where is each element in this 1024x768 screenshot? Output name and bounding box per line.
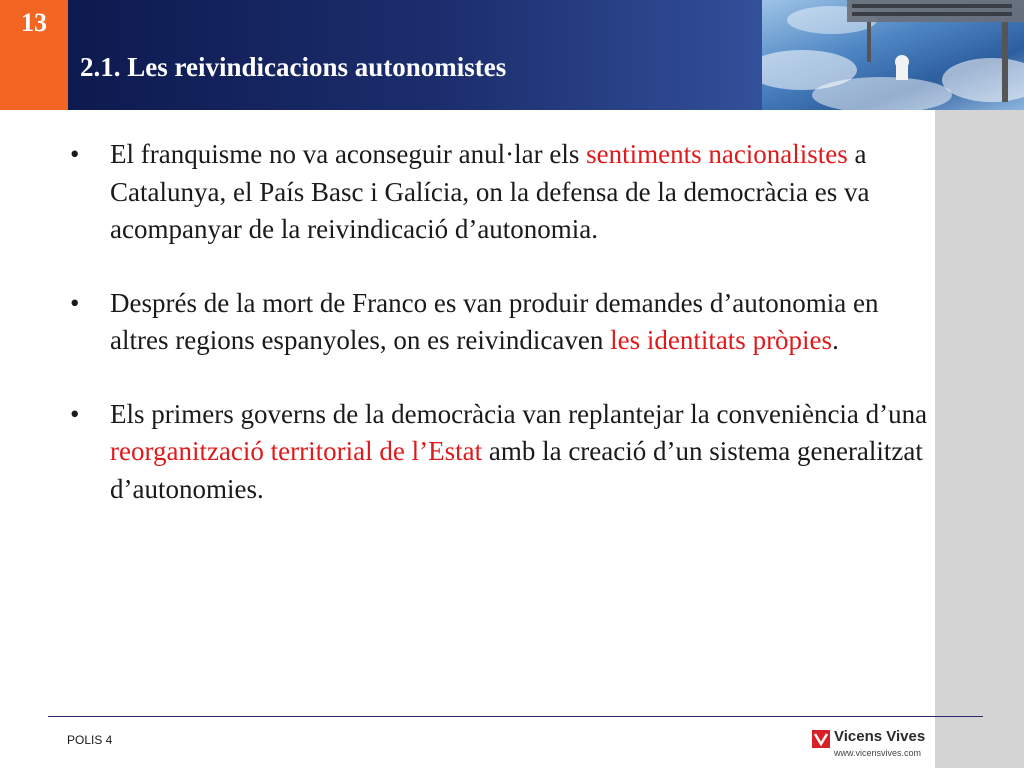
bullet-text: Els primers governs de la democràcia van replantejar la conveniència d’una	[110, 398, 928, 429]
logo-mark-icon	[812, 730, 830, 748]
bullet-dot: •	[70, 287, 80, 318]
space-photo	[762, 0, 1024, 110]
bullet-text: El franquisme no va aconseguir anul·lar els	[110, 139, 587, 169]
bullet-highlight: les identitats pròpies	[610, 325, 833, 355]
slide-title: 2.1. Les reivindicacions autonomistes	[80, 52, 507, 82]
slide-content	[70, 136, 930, 544]
bullet-item	[70, 285, 930, 360]
bullet-highlight: sentiments nacionalistes	[586, 139, 848, 169]
bullet-highlight: reorganització territorial de l’Estat	[110, 436, 483, 466]
right-sidebar-bar	[935, 110, 1024, 768]
logo-name: Vicens Vives	[834, 728, 926, 745]
bullet-dot: •	[70, 139, 80, 169]
bullet-item	[70, 136, 930, 249]
bullet-text: a Catalunya, el País Basc i Galícia, on la defensa de la democràcia es va acompanyar de la reivindicació d’autonomia.	[110, 139, 870, 244]
footer-label: POLIS 4	[67, 733, 113, 747]
bullet-text: amb la creació d’un sistema generalitzat d’autonomies.	[110, 436, 923, 504]
space-photo-illustration	[762, 0, 1024, 110]
logo-url: www.vicensvives.com	[834, 748, 922, 758]
bullet-text: .	[832, 325, 839, 355]
slide-number: 13	[21, 8, 47, 37]
bullet-item	[70, 396, 930, 509]
bullet-dot: •	[70, 398, 80, 429]
publisher-logo	[812, 728, 926, 764]
bullet-text: Després de la mort de Franco es van produir demandes d’autonomia en altres regions espanyoles, on es reivindicaven	[110, 287, 879, 355]
footer-divider	[48, 716, 983, 717]
